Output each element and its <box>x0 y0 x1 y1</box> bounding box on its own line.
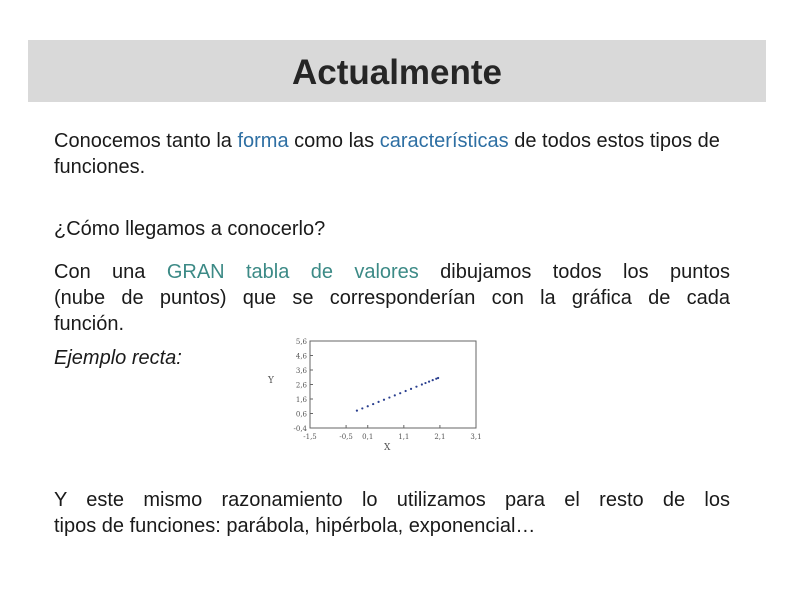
text-segment: Con una <box>54 261 167 283</box>
data-point <box>424 382 426 384</box>
y-tick-label: 2,6 <box>295 381 307 390</box>
paragraph-reasoning-line2: tipos de funciones: parábola, hipérbola, exponencial… <box>54 515 536 537</box>
highlight-gran-tabla: GRAN tabla de valores <box>166 261 419 283</box>
x-tick-label: 1,1 <box>398 433 410 441</box>
paragraph-gran-line2: (nube de puntos) que se corresponderían con la gráfica de cada <box>54 287 730 309</box>
data-point <box>432 379 434 381</box>
y-tick-label: -0,4 <box>293 425 307 433</box>
highlight-caracteristicas: características <box>379 130 509 152</box>
text-segment: de todos estos tipos de funciones. <box>54 130 720 178</box>
data-point <box>421 383 423 385</box>
data-point <box>428 381 430 383</box>
data-point <box>361 407 363 409</box>
x-tick-label: -1,5 <box>303 433 317 441</box>
y-tick-label: 5,6 <box>295 338 307 346</box>
data-point <box>410 388 412 390</box>
paragraph-forms <box>54 128 730 180</box>
highlight-forma: forma <box>237 130 289 152</box>
data-point <box>388 396 390 398</box>
example-label: Ejemplo recta: <box>54 347 182 369</box>
y-tick-label: 0,6 <box>295 410 307 419</box>
data-point <box>383 399 385 401</box>
paragraph-gran-line1 <box>54 259 730 285</box>
y-tick-label: 4,6 <box>295 352 307 361</box>
x-axis-label: X <box>384 443 391 453</box>
data-point <box>367 405 369 407</box>
paragraph-reasoning-line1: Y este mismo razonamiento lo utilizamos para el resto de los <box>54 489 730 511</box>
data-points <box>356 377 439 412</box>
x-tick-label: 0,1 <box>362 433 374 441</box>
data-point <box>356 410 358 412</box>
x-tick-label: -0,5 <box>339 433 353 441</box>
data-point <box>415 386 417 388</box>
x-tick-label: 3,1 <box>470 433 482 441</box>
page-title: Actualmente <box>291 53 503 92</box>
data-point <box>399 392 401 394</box>
data-point <box>394 394 396 396</box>
y-tick-label: 1,6 <box>295 396 307 404</box>
plot-frame <box>310 341 476 428</box>
scatter-chart <box>262 335 492 460</box>
y-axis-label: Y <box>268 376 274 386</box>
question-text: ¿Cómo llegamos a conocerlo? <box>54 218 326 240</box>
y-tick-label: 3,6 <box>295 367 307 375</box>
data-point <box>405 390 407 392</box>
data-point <box>437 377 439 379</box>
paragraph-gran-line3: función. <box>54 313 125 335</box>
x-tick-label: 2,1 <box>434 433 446 441</box>
text-segment: Conocemos tanto la <box>54 130 238 152</box>
text-segment: dibujamos todos los puntos <box>418 261 731 283</box>
data-point <box>372 403 374 405</box>
x-ticks <box>303 425 481 441</box>
text-segment: como las <box>288 130 380 152</box>
data-point <box>377 401 379 403</box>
